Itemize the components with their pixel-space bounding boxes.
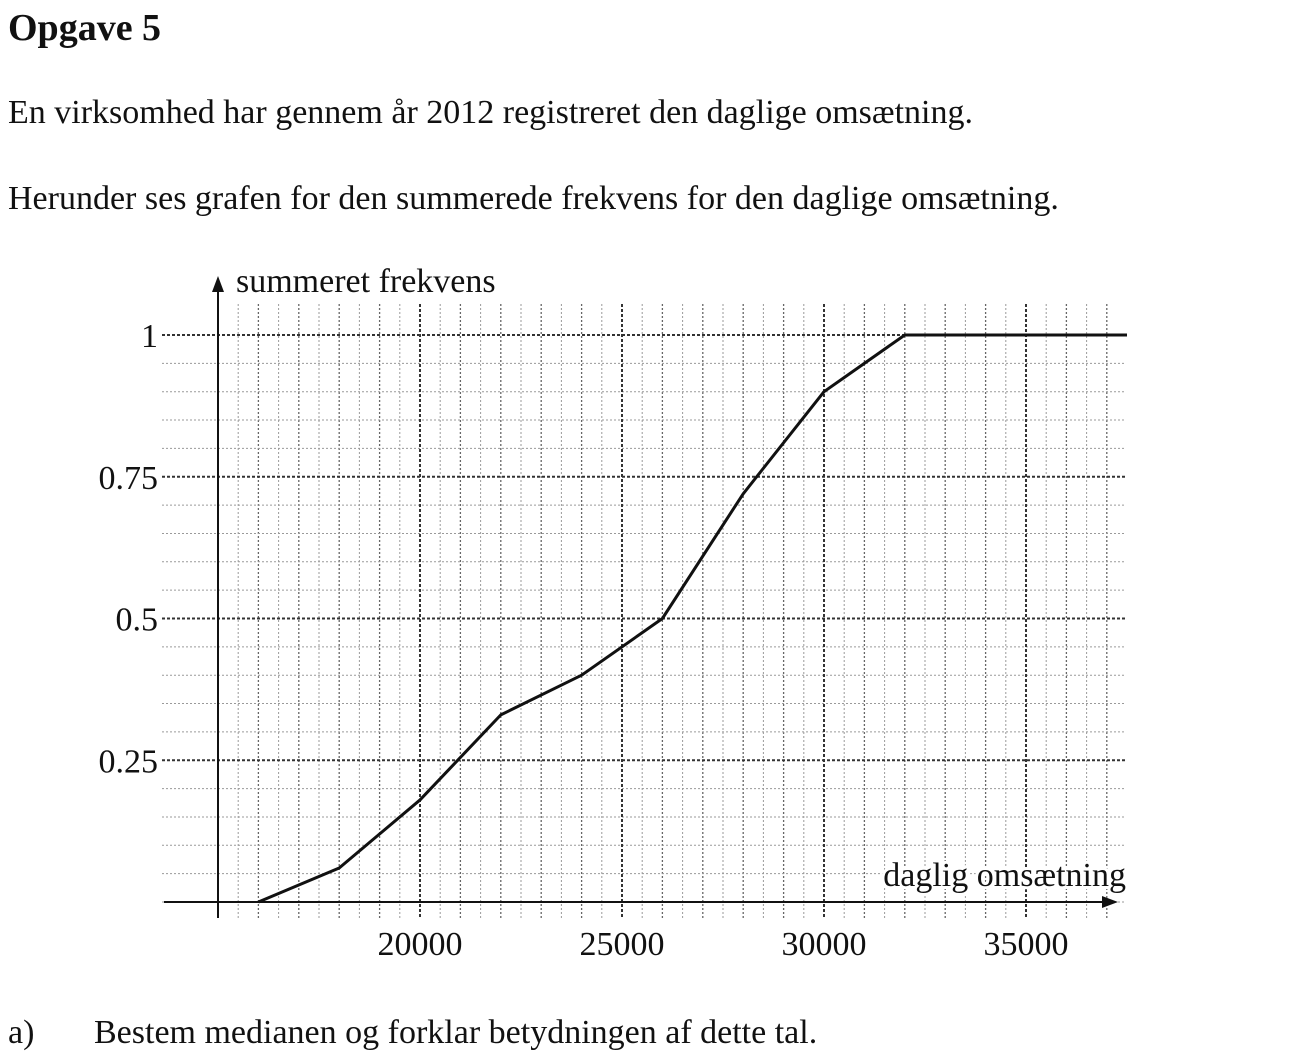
x-tick-label: 25000 <box>579 926 665 963</box>
intro-paragraph: En virksomhed har gennem år 2012 registreret den daglige omsætning. <box>8 94 973 131</box>
major-grid <box>162 304 1126 918</box>
axes <box>164 276 1118 918</box>
question-a <box>8 1014 817 1052</box>
x-tick-label: 20000 <box>377 926 463 963</box>
x-tick-label: 35000 <box>983 926 1069 963</box>
task-heading: Opgave 5 <box>8 7 162 49</box>
y-tick-label: 1 <box>141 318 158 355</box>
question-text: Bestem medianen og forklar betydningen af dette tal. <box>94 1014 818 1051</box>
x-axis-arrow <box>1102 896 1118 908</box>
x-axis-label: daglig omsætning <box>883 857 1126 894</box>
y-axis-arrow <box>212 276 224 292</box>
y-tick-label: 0.25 <box>98 743 158 781</box>
y-tick-label: 0.5 <box>115 601 158 639</box>
minor-grid <box>162 304 1126 918</box>
x-tick-label: 30000 <box>781 926 867 963</box>
y-tick-label: 0.75 <box>98 459 158 497</box>
y-axis-label: summeret frekvens <box>236 263 496 300</box>
graph-description-paragraph: Herunder ses grafen for den summerede frekvens for den daglige omsætning. <box>8 180 1059 217</box>
question-number: a) <box>8 1014 35 1051</box>
